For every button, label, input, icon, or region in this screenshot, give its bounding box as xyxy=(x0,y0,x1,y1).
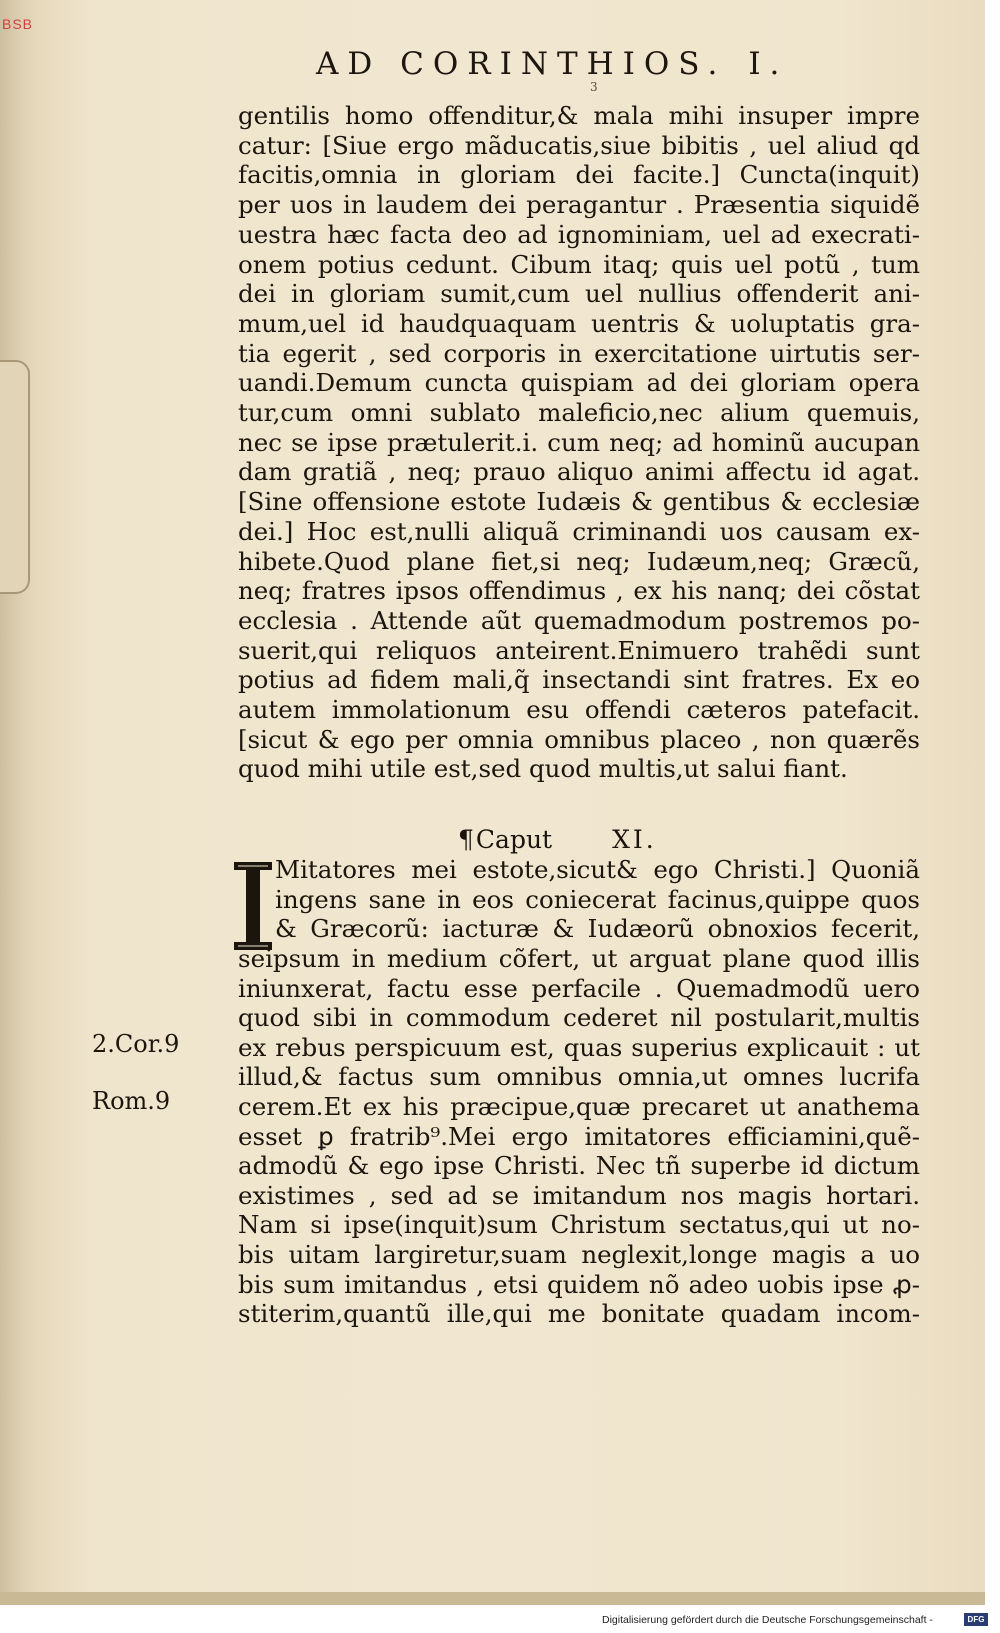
chapter-heading xyxy=(458,825,657,854)
binding-edge xyxy=(0,0,34,1605)
dfg-logo: DFG xyxy=(964,1613,988,1626)
text-line: per uos in laudem dei peragantur . Præsentia siquidẽ xyxy=(238,190,920,220)
text-line: dei.] Hoc est,nulli aliquã criminandi uos causam ex- xyxy=(238,516,920,546)
text-line: stiterim,quantũ ille,qui me bonitate quadam incom- xyxy=(238,1299,920,1329)
text-line: catur: [Siue ergo mãducatis,siue bibitis , uel aliud qd xyxy=(238,130,920,160)
running-head-folio: I. xyxy=(748,46,789,82)
text-line: suerit,qui reliquos anteirent.Enimuero trahẽdi sunt xyxy=(238,635,920,665)
text-line: uestra hæc facta deo ad ignominiam, uel ad execrati- xyxy=(238,219,920,249)
margin-note-2cor: 2.Cor.9 xyxy=(92,1030,180,1058)
running-head xyxy=(316,46,876,82)
text-line: tur,cum omni sublato maleficio,nec alium quemuis, xyxy=(238,398,920,427)
text-line: ingens sane in eos coniecerat facinus,quippe quos xyxy=(275,884,920,914)
running-head-title: AD CORINTHIOS. xyxy=(316,46,727,82)
text-line: dam gratiã , neq; prauo aliquo animi affectu id agat. xyxy=(238,457,920,487)
text-line: admodũ & ego ipse Christi. Nec tñ superbe id dictum xyxy=(238,1151,920,1181)
text-line: Mitatores mei estote,sicut& ego Christi.] Quoniã xyxy=(275,855,920,884)
chapter-label: Caput xyxy=(475,825,553,854)
text-line: autem immolationum esu offendi cæteros patefacit. xyxy=(238,695,920,724)
pilcrow-icon: ¶ xyxy=(458,825,474,854)
text-line: onem potius cedunt. Cibum itaq; quis uel potũ , tum xyxy=(238,249,920,279)
chapter-number: XI. xyxy=(612,825,657,854)
text-line: iniunxerat, factu esse perfacile . Quemadmodũ uero xyxy=(238,973,920,1003)
text-line: ecclesia . Attende aũt quemadmodum postremos po- xyxy=(238,605,920,635)
text-line: [sicut & ego per omnia omnibus placeo , non quærẽs xyxy=(238,724,920,754)
text-line: seipsum in medium cõfert, ut arguat plane quod illis xyxy=(238,944,920,973)
drop-initial-i xyxy=(230,856,276,956)
text-line: bis sum imitandus , etsi quidem nõ adeo uobis ipse ꝓ- xyxy=(238,1269,920,1299)
text-line: existimes , sed ad se imitandum nos magis hortari. xyxy=(238,1180,920,1210)
text-line: mum,uel id haudquaquam uentris & uoluptatis gra- xyxy=(238,308,920,338)
text-line: tia egerit , sed corporis in exercitatione uirtutis ser- xyxy=(238,338,920,368)
text-line: cerem.Et ex his præcipue,quæ precaret ut anathema xyxy=(238,1092,920,1121)
text-line: Nam si ipse(inquit)sum Christum sectatus,qui ut no- xyxy=(238,1210,920,1240)
text-line: hibete.Quod plane fiet,si neq; Iudæum,neq; Græcũ, xyxy=(238,546,920,576)
text-line: uandi.Demum cuncta quispiam ad dei gloriam opera xyxy=(238,368,920,398)
text-line: neq; fratres ipsos offendimus , ex his nanq; dei cõstat xyxy=(238,576,920,606)
text-line: potius ad fidem mali,q̃ insectandi sint fratres. Ex eo xyxy=(238,665,920,695)
text-line: quod mihi utile est,sed quod multis,ut salui fiant. xyxy=(238,754,848,784)
library-mark: BSB xyxy=(2,16,34,32)
text-line: dei in gloriam sumit,cum uel nullius offenderit ani- xyxy=(238,279,920,309)
text-line: ex rebus perspicuum est, quas superius explicauit : ut xyxy=(238,1032,920,1062)
text-line: illud,& factus sum omnibus omnia,ut omnes lucrifa xyxy=(238,1062,920,1092)
text-line: gentilis homo offenditur,& mala mihi insuper impre xyxy=(238,101,920,130)
text-line: esset ꝑ fratrib⁹.Mei ergo imitatores efficiamini,quẽ- xyxy=(238,1121,920,1151)
text-line: nec se ipse prætulerit.i. cum neq; ad hominũ aucupan xyxy=(238,427,920,457)
page-clip xyxy=(0,360,30,594)
text-line: [Sine offensione estote Iudæis & gentibus & ecclesiæ xyxy=(238,487,920,517)
text-line: quod sibi in commodum cederet nil postularit,multis xyxy=(238,1003,920,1033)
page-bottom-edge xyxy=(0,1592,985,1605)
funding-footer: Digitalisierung gefördert durch die Deutsche Forschungsgemeinschaft - xyxy=(602,1614,933,1626)
text-line: bis uitam largiretur,suam neglexit,longe magis a uo xyxy=(238,1240,920,1269)
margin-note-rom: Rom.9 xyxy=(92,1087,171,1115)
text-line: & Græcorũ: iacturæ & Iudæorũ obnoxios fecerit, xyxy=(275,914,920,944)
text-line: facitis,omnia in gloriam dei facite.] Cuncta(inquit) xyxy=(238,160,920,190)
signature-mark: 3 xyxy=(590,80,598,94)
